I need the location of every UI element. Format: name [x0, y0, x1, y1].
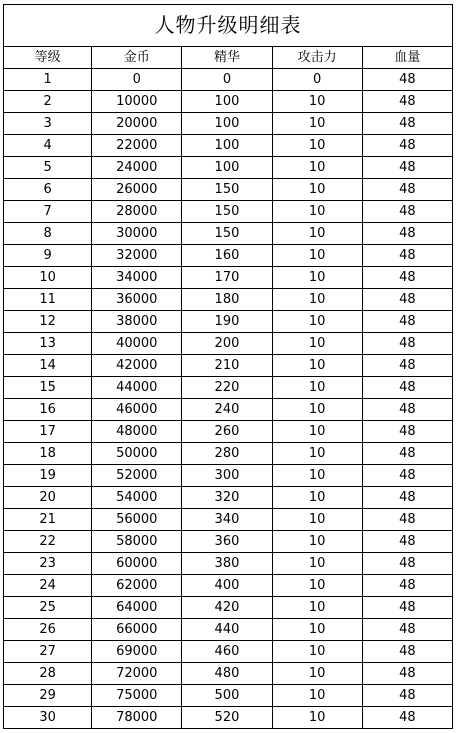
- cell-essence: 500: [182, 685, 272, 707]
- cell-attack: 10: [272, 443, 362, 465]
- cell-essence: 380: [182, 553, 272, 575]
- header-level: 等级: [4, 47, 92, 69]
- cell-attack: 10: [272, 553, 362, 575]
- table-row: [4, 355, 453, 377]
- cell-gold: 52000: [92, 465, 182, 487]
- cell-level: 20: [4, 487, 92, 509]
- cell-essence: 150: [182, 223, 272, 245]
- cell-hp: 48: [362, 157, 452, 179]
- cell-attack: 10: [272, 377, 362, 399]
- cell-gold: 69000: [92, 641, 182, 663]
- cell-essence: 150: [182, 179, 272, 201]
- cell-level: 29: [4, 685, 92, 707]
- cell-attack: 10: [272, 157, 362, 179]
- cell-level: 6: [4, 179, 92, 201]
- table-row: [4, 179, 453, 201]
- cell-hp: 48: [362, 333, 452, 355]
- cell-gold: 48000: [92, 421, 182, 443]
- cell-level: 4: [4, 135, 92, 157]
- cell-hp: 48: [362, 245, 452, 267]
- cell-essence: 260: [182, 421, 272, 443]
- cell-attack: 10: [272, 113, 362, 135]
- title-row: [4, 5, 453, 47]
- table-body: [4, 69, 453, 729]
- cell-essence: 280: [182, 443, 272, 465]
- table-row: [4, 69, 453, 91]
- cell-essence: 170: [182, 267, 272, 289]
- cell-gold: 24000: [92, 157, 182, 179]
- cell-attack: 10: [272, 487, 362, 509]
- cell-hp: 48: [362, 355, 452, 377]
- cell-attack: 10: [272, 399, 362, 421]
- cell-essence: 210: [182, 355, 272, 377]
- cell-gold: 26000: [92, 179, 182, 201]
- cell-essence: 100: [182, 135, 272, 157]
- table-row: [4, 135, 453, 157]
- cell-gold: 58000: [92, 531, 182, 553]
- cell-level: 28: [4, 663, 92, 685]
- cell-essence: 480: [182, 663, 272, 685]
- cell-level: 5: [4, 157, 92, 179]
- cell-attack: 10: [272, 663, 362, 685]
- table-row: [4, 619, 453, 641]
- cell-essence: 300: [182, 465, 272, 487]
- cell-attack: 10: [272, 223, 362, 245]
- cell-attack: 10: [272, 707, 362, 729]
- cell-essence: 0: [182, 69, 272, 91]
- header-gold: 金币: [92, 47, 182, 69]
- cell-hp: 48: [362, 399, 452, 421]
- table-row: [4, 685, 453, 707]
- table-row: [4, 289, 453, 311]
- cell-gold: 42000: [92, 355, 182, 377]
- cell-gold: 46000: [92, 399, 182, 421]
- cell-hp: 48: [362, 289, 452, 311]
- cell-attack: 10: [272, 421, 362, 443]
- cell-hp: 48: [362, 663, 452, 685]
- cell-hp: 48: [362, 487, 452, 509]
- cell-level: 24: [4, 575, 92, 597]
- cell-level: 27: [4, 641, 92, 663]
- cell-level: 8: [4, 223, 92, 245]
- cell-essence: 100: [182, 91, 272, 113]
- cell-hp: 48: [362, 619, 452, 641]
- cell-level: 12: [4, 311, 92, 333]
- cell-level: 1: [4, 69, 92, 91]
- table-row: [4, 157, 453, 179]
- cell-gold: 78000: [92, 707, 182, 729]
- cell-essence: 200: [182, 333, 272, 355]
- cell-attack: 10: [272, 509, 362, 531]
- cell-attack: 10: [272, 245, 362, 267]
- header-attack: 攻击力: [272, 47, 362, 69]
- table-row: [4, 399, 453, 421]
- cell-gold: 22000: [92, 135, 182, 157]
- cell-level: 11: [4, 289, 92, 311]
- header-row: [4, 47, 453, 69]
- cell-gold: 64000: [92, 597, 182, 619]
- cell-hp: 48: [362, 311, 452, 333]
- cell-gold: 20000: [92, 113, 182, 135]
- cell-essence: 160: [182, 245, 272, 267]
- cell-hp: 48: [362, 707, 452, 729]
- cell-gold: 40000: [92, 333, 182, 355]
- cell-essence: 340: [182, 509, 272, 531]
- cell-essence: 220: [182, 377, 272, 399]
- table-row: [4, 487, 453, 509]
- cell-gold: 54000: [92, 487, 182, 509]
- cell-hp: 48: [362, 641, 452, 663]
- cell-hp: 48: [362, 531, 452, 553]
- cell-attack: 10: [272, 311, 362, 333]
- cell-hp: 48: [362, 443, 452, 465]
- cell-attack: 10: [272, 201, 362, 223]
- table-row: [4, 531, 453, 553]
- cell-attack: 10: [272, 685, 362, 707]
- cell-gold: 28000: [92, 201, 182, 223]
- cell-gold: 56000: [92, 509, 182, 531]
- cell-attack: 10: [272, 619, 362, 641]
- table-row: [4, 575, 453, 597]
- cell-hp: 48: [362, 91, 452, 113]
- table-row: [4, 333, 453, 355]
- cell-level: 9: [4, 245, 92, 267]
- cell-essence: 400: [182, 575, 272, 597]
- cell-gold: 66000: [92, 619, 182, 641]
- cell-essence: 440: [182, 619, 272, 641]
- cell-gold: 62000: [92, 575, 182, 597]
- header-hp: 血量: [362, 47, 452, 69]
- cell-level: 13: [4, 333, 92, 355]
- cell-hp: 48: [362, 465, 452, 487]
- table-row: [4, 553, 453, 575]
- cell-essence: 520: [182, 707, 272, 729]
- cell-hp: 48: [362, 69, 452, 91]
- cell-attack: 10: [272, 91, 362, 113]
- cell-hp: 48: [362, 377, 452, 399]
- cell-gold: 38000: [92, 311, 182, 333]
- table-row: [4, 245, 453, 267]
- cell-level: 26: [4, 619, 92, 641]
- table-row: [4, 311, 453, 333]
- cell-essence: 460: [182, 641, 272, 663]
- table-row: [4, 663, 453, 685]
- cell-hp: 48: [362, 267, 452, 289]
- cell-hp: 48: [362, 201, 452, 223]
- table-row: [4, 443, 453, 465]
- table-row: [4, 201, 453, 223]
- cell-essence: 240: [182, 399, 272, 421]
- cell-gold: 34000: [92, 267, 182, 289]
- cell-gold: 36000: [92, 289, 182, 311]
- table-row: [4, 597, 453, 619]
- cell-hp: 48: [362, 223, 452, 245]
- cell-gold: 60000: [92, 553, 182, 575]
- cell-level: 17: [4, 421, 92, 443]
- cell-hp: 48: [362, 509, 452, 531]
- cell-essence: 190: [182, 311, 272, 333]
- table-row: [4, 641, 453, 663]
- cell-attack: 10: [272, 333, 362, 355]
- cell-hp: 48: [362, 575, 452, 597]
- cell-level: 2: [4, 91, 92, 113]
- cell-hp: 48: [362, 685, 452, 707]
- cell-essence: 150: [182, 201, 272, 223]
- upgrade-table: [3, 4, 453, 729]
- cell-hp: 48: [362, 597, 452, 619]
- cell-attack: 10: [272, 641, 362, 663]
- cell-hp: 48: [362, 553, 452, 575]
- cell-hp: 48: [362, 179, 452, 201]
- cell-gold: 75000: [92, 685, 182, 707]
- cell-attack: 0: [272, 69, 362, 91]
- cell-attack: 10: [272, 135, 362, 157]
- table-row: [4, 421, 453, 443]
- cell-gold: 10000: [92, 91, 182, 113]
- cell-attack: 10: [272, 179, 362, 201]
- cell-gold: 30000: [92, 223, 182, 245]
- cell-essence: 320: [182, 487, 272, 509]
- cell-attack: 10: [272, 267, 362, 289]
- cell-attack: 10: [272, 597, 362, 619]
- table-row: [4, 113, 453, 135]
- cell-hp: 48: [362, 421, 452, 443]
- cell-essence: 180: [182, 289, 272, 311]
- cell-level: 25: [4, 597, 92, 619]
- table-title: 人物升级明细表: [4, 5, 453, 47]
- table-row: [4, 91, 453, 113]
- cell-level: 21: [4, 509, 92, 531]
- cell-level: 19: [4, 465, 92, 487]
- table-row: [4, 465, 453, 487]
- cell-attack: 10: [272, 289, 362, 311]
- cell-gold: 32000: [92, 245, 182, 267]
- cell-level: 22: [4, 531, 92, 553]
- cell-level: 15: [4, 377, 92, 399]
- table-row: [4, 509, 453, 531]
- header-essence: 精华: [182, 47, 272, 69]
- cell-attack: 10: [272, 465, 362, 487]
- cell-hp: 48: [362, 135, 452, 157]
- cell-essence: 360: [182, 531, 272, 553]
- table-row: [4, 377, 453, 399]
- cell-level: 16: [4, 399, 92, 421]
- cell-gold: 44000: [92, 377, 182, 399]
- cell-gold: 50000: [92, 443, 182, 465]
- cell-level: 30: [4, 707, 92, 729]
- table-row: [4, 267, 453, 289]
- cell-attack: 10: [272, 355, 362, 377]
- cell-attack: 10: [272, 575, 362, 597]
- cell-level: 14: [4, 355, 92, 377]
- cell-level: 18: [4, 443, 92, 465]
- cell-hp: 48: [362, 113, 452, 135]
- table-row: [4, 707, 453, 729]
- cell-essence: 100: [182, 157, 272, 179]
- cell-level: 3: [4, 113, 92, 135]
- cell-gold: 72000: [92, 663, 182, 685]
- table-row: [4, 223, 453, 245]
- cell-level: 7: [4, 201, 92, 223]
- cell-gold: 0: [92, 69, 182, 91]
- cell-attack: 10: [272, 531, 362, 553]
- cell-essence: 100: [182, 113, 272, 135]
- cell-essence: 420: [182, 597, 272, 619]
- cell-level: 23: [4, 553, 92, 575]
- cell-level: 10: [4, 267, 92, 289]
